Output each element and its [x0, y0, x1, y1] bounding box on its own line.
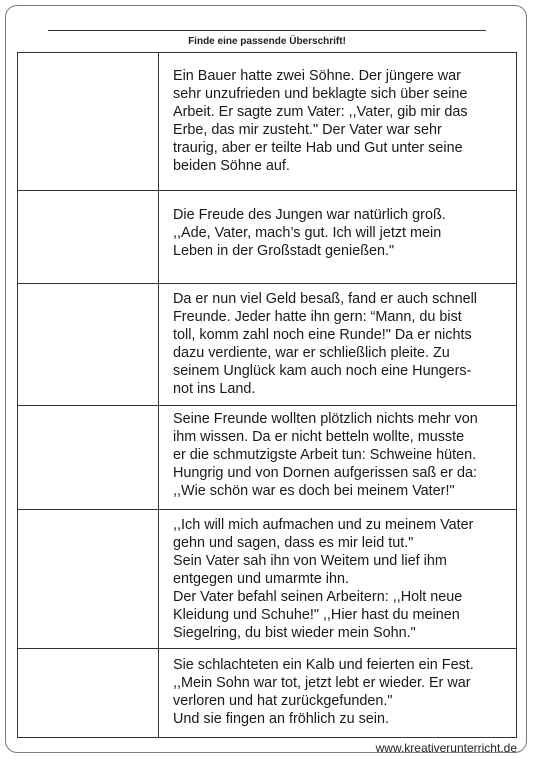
paragraph-4: [173, 410, 513, 500]
text-line: ,,Ade, Vater, mach’s gut. Ich will jetzt mein: [173, 225, 442, 241]
text-line: ,,Mein Sohn war tot, jetzt lebt er wieder. Er war: [173, 675, 471, 691]
text-line: sehr unzufrieden und beklagte sich über seine: [173, 86, 468, 102]
text-line: Arbeit. Er sagte zum Vater: ,,Vater, gib mir das: [173, 104, 468, 120]
text-line: ,,Ich will mich aufmachen und zu meinem Vater: [173, 517, 474, 533]
story-table: [17, 52, 517, 738]
text-line: Sein Vater sah ihn von Weitem und lief ihm: [173, 553, 447, 569]
text-line: gehn und sagen, dass es mir leid tut.": [173, 535, 414, 551]
text-line: Kleidung und Schuhe!" ,,Hier hast du meinen: [173, 607, 460, 623]
heading-blank-3[interactable]: [18, 284, 158, 405]
footer-url: www.kreativerunterricht.de: [375, 741, 517, 755]
heading-blank-4[interactable]: [18, 406, 158, 509]
text-line: traurig, aber er teilte Hab und Gut unter seine: [173, 140, 463, 156]
text-line: ihm wissen. Da er nicht betteln wollte, musste: [173, 429, 465, 445]
text-line: Freunde. Jeder hatte ihn gern: “Mann, du bist: [173, 309, 462, 325]
text-line: Erbe, das mir zusteht." Der Vater war sehr: [173, 122, 442, 138]
text-line: Hungrig und von Dornen aufgerissen saß er da:: [173, 465, 477, 481]
paragraph-3: [173, 290, 513, 398]
text-line: toll, komm zahl noch eine Runde!" Da er nichts: [173, 327, 472, 343]
text-line: Siegelring, du bist wieder mein Sohn.": [173, 625, 416, 641]
text-line: verloren und hat zurückgefunden.": [173, 693, 393, 709]
text-line: Ein Bauer hatte zwei Söhne. Der jüngere war: [173, 68, 461, 84]
text-line: Die Freude des Jungen war natürlich groß.: [173, 207, 446, 223]
text-line: Der Vater befahl seinen Arbeitern: ,,Holt neue: [173, 589, 463, 605]
text-line: beiden Söhne auf.: [173, 158, 290, 174]
text-line: Seine Freunde wollten plötzlich nichts mehr von: [173, 411, 478, 427]
text-line: Leben in der Großstadt genießen.": [173, 243, 395, 259]
text-line: entgegen und umarmte ihn.: [173, 571, 350, 587]
heading-blank-2[interactable]: [18, 191, 158, 283]
heading-blank-5[interactable]: [18, 510, 158, 648]
text-line: Und sie fingen an fröhlich zu sein.: [173, 711, 389, 727]
text-line: Sie schlachteten ein Kalb und feierten ein Fest.: [173, 657, 474, 673]
text-line: not ins Land.: [173, 381, 256, 397]
heading-blank-1[interactable]: [18, 53, 158, 190]
heading-blank-6[interactable]: [18, 649, 158, 737]
paragraph-1: [173, 67, 513, 175]
paragraph-6: [173, 656, 513, 728]
paragraph-5: [173, 516, 513, 642]
title-writing-line: [48, 30, 486, 31]
text-line: Da er nun viel Geld besaß, fand er auch schnell: [173, 291, 477, 307]
instruction-text: Finde eine passende Überschrift!: [188, 36, 346, 47]
paragraph-2: [173, 206, 513, 260]
text-line: ,,Wie schön war es doch bei meinem Vater!": [173, 483, 455, 499]
text-line: dazu verdiente, war er schließlich pleite. Zu: [173, 345, 450, 361]
text-line: er die schmutzigste Arbeit tun: Schweine hüten.: [173, 447, 477, 463]
text-line: seinem Unglück kam auch noch eine Hungers-: [173, 363, 472, 379]
column-divider: [158, 53, 159, 737]
